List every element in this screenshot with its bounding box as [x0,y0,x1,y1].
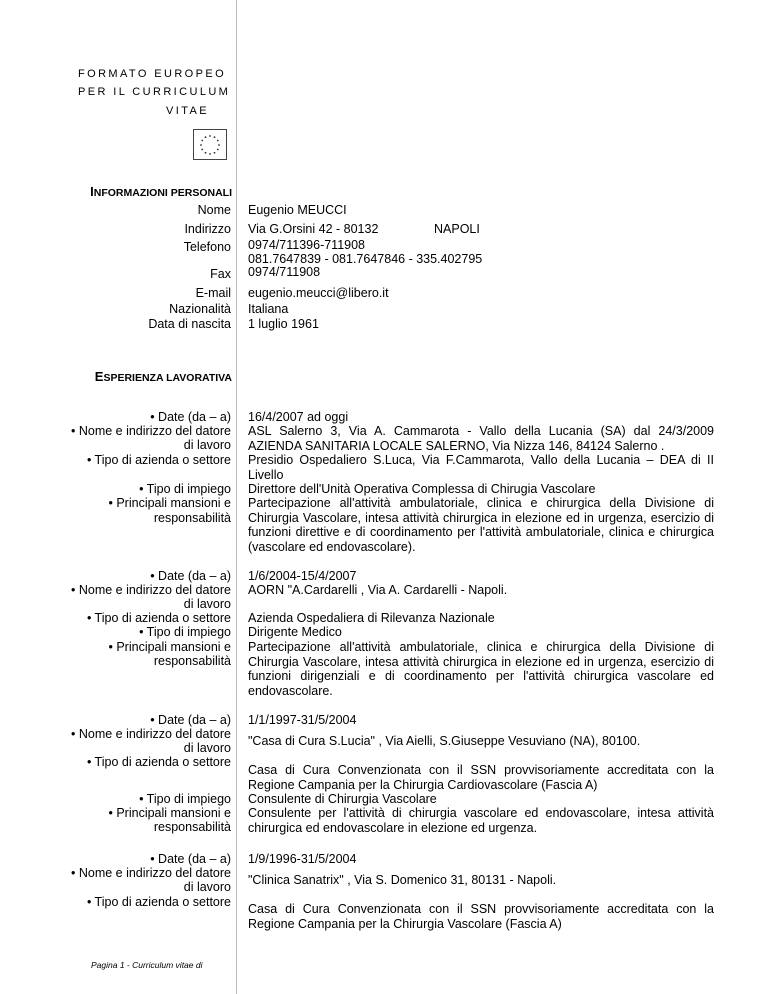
label-datore-cont: di lavoro [183,597,231,611]
value-nome: Eugenio MEUCCI [248,203,347,217]
column-divider [236,0,237,994]
entry3-mansioni: Consulente per l'attività di chirurgia vascolare ed endovascolare, intesa attività chirurgica ed endovascolare in elezione ed urgenza. [248,806,714,835]
label-datore-cont: di lavoro [183,438,231,452]
label-tipo-azienda: • Tipo di azienda o settore [86,611,231,625]
label-mansioni-cont: responsabilità [153,820,231,834]
entry1-datore: ASL Salerno 3, Via A. Cammarota - Vallo della Lucania (SA) dal 24/3/2009 AZIENDA SANITARIA LOCALE SALERNO, Via Nizza 146, 84124 Salerno . [248,424,714,453]
label-tipo-impiego: • Tipo di impiego [139,482,231,496]
entry3-date: 1/1/1997-31/5/2004 [248,713,357,727]
label-datore: • Nome e indirizzo del datore [70,424,231,438]
label-date: • Date (da – a) [150,410,231,424]
label-tipo-azienda: • Tipo di azienda o settore [86,895,231,909]
page-footer: Pagina 1 - Curriculum vitae di [91,960,203,970]
entry3-azienda: Casa di Cura Convenzionata con il SSN provvisoriamente accreditata con la Regione Campania per la Chirurgia Cardiovascolare (Fascia A) [248,763,714,792]
label-mansioni-cont: responsabilità [153,654,231,668]
entry4-datore: "Clinica Sanatrix" , Via S. Domenico 31, 80131 - Napoli. [248,873,557,887]
label-indirizzo: Indirizzo [184,222,231,236]
label-mansioni: • Principali mansioni e [108,496,231,510]
value-email[interactable]: eugenio.meucci@libero.it [248,286,389,300]
label-datore-cont: di lavoro [183,741,231,755]
entry4-date: 1/9/1996-31/5/2004 [248,852,357,866]
label-datore: • Nome e indirizzo del datore [70,866,231,880]
value-nascita: 1 luglio 1961 [248,317,319,331]
entry2-mansioni: Partecipazione all'attività ambulatoriale, clinica e chirurgica della Divisione di Chirurgia Vascolare, intesa attività chirurgica in elezione ed in urgenza, esercizio di funzioni dirigenziali e di coordinamento per l'attività chirurgica vascolare ed endovascolare. [248,640,714,698]
value-fax: 0974/711908 [248,265,321,279]
section-heading-experience: ESPERIENZA LAVORATIVA [94,369,232,384]
section-heading-personal: INFORMAZIONI PERSONALI [90,184,232,199]
label-nazionalita: Nazionalità [169,302,231,316]
label-mansioni: • Principali mansioni e [108,640,231,654]
entry1-impiego: Direttore dell'Unità Operativa Complessa di Chirugia Vascolare [248,482,596,496]
label-email: E-mail [195,286,231,300]
label-tipo-azienda: • Tipo di azienda o settore [86,453,231,467]
eu-flag-icon [193,129,227,160]
label-tipo-azienda: • Tipo di azienda o settore [86,755,231,769]
label-date: • Date (da – a) [150,569,231,583]
value-indirizzo: Via G.Orsini 42 - 80132 NAPOLI [248,222,480,236]
label-nascita: Data di nascita [148,317,231,331]
entry2-azienda: Azienda Ospedaliera di Rilevanza Nazionale [248,611,495,625]
header-title-line1: FORMATO EUROPEO [78,68,227,80]
header-title-line3: VITAE [166,105,209,117]
label-mansioni: • Principali mansioni e [108,806,231,820]
entry1-date: 16/4/2007 ad oggi [248,410,349,424]
label-nome: Nome [197,203,231,217]
entry4-azienda: Casa di Cura Convenzionata con il SSN provvisoriamente accreditata con la Regione Campania per la Chirurgia Vascolare (Fascia A) [248,902,714,931]
label-date: • Date (da – a) [150,852,231,866]
entry3-impiego: Consulente di Chirurgia Vascolare [248,792,437,806]
label-datore: • Nome e indirizzo del datore [70,727,231,741]
entry1-azienda: Presidio Ospedaliero S.Luca, Via F.Cammarota, Vallo della Lucania – DEA di II Livello [248,453,714,482]
value-telefono-1: 0974/711396-711908 [248,238,366,252]
label-telefono: Telefono [183,240,231,254]
label-tipo-impiego: • Tipo di impiego [139,625,231,639]
entry3-datore: "Casa di Cura S.Lucia" , Via Aielli, S.Giuseppe Vesuviano (NA), 80100. [248,734,641,748]
label-tipo-impiego: • Tipo di impiego [139,792,231,806]
value-telefono-2: 081.7647839 - 081.7647846 - 335.402795 [248,252,483,266]
header-title-line2: PER IL CURRICULUM [78,86,231,98]
entry2-date: 1/6/2004-15/4/2007 [248,569,357,583]
label-fax: Fax [210,267,231,281]
entry2-datore: AORN "A.Cardarelli , Via A. Cardarelli - Napoli. [248,583,508,597]
value-citta: NAPOLI [434,222,480,236]
label-mansioni-cont: responsabilità [153,511,231,525]
value-nazionalita: Italiana [248,302,289,316]
entry2-impiego: Dirigente Medico [248,625,342,639]
label-datore: • Nome e indirizzo del datore [70,583,231,597]
label-date: • Date (da – a) [150,713,231,727]
label-datore-cont: di lavoro [183,880,231,894]
entry1-mansioni: Partecipazione all'attività ambulatoriale, clinica e chirurgica della Divisione di Chirurgia Vascolare, intesa attività chirurgica in elezione ed in urgenza, esercizio di funzioni direttive e di coordinamento per l'attività ambulatoriale, clinica e chirurgica (vascolare ed endovascolare). [248,496,714,554]
